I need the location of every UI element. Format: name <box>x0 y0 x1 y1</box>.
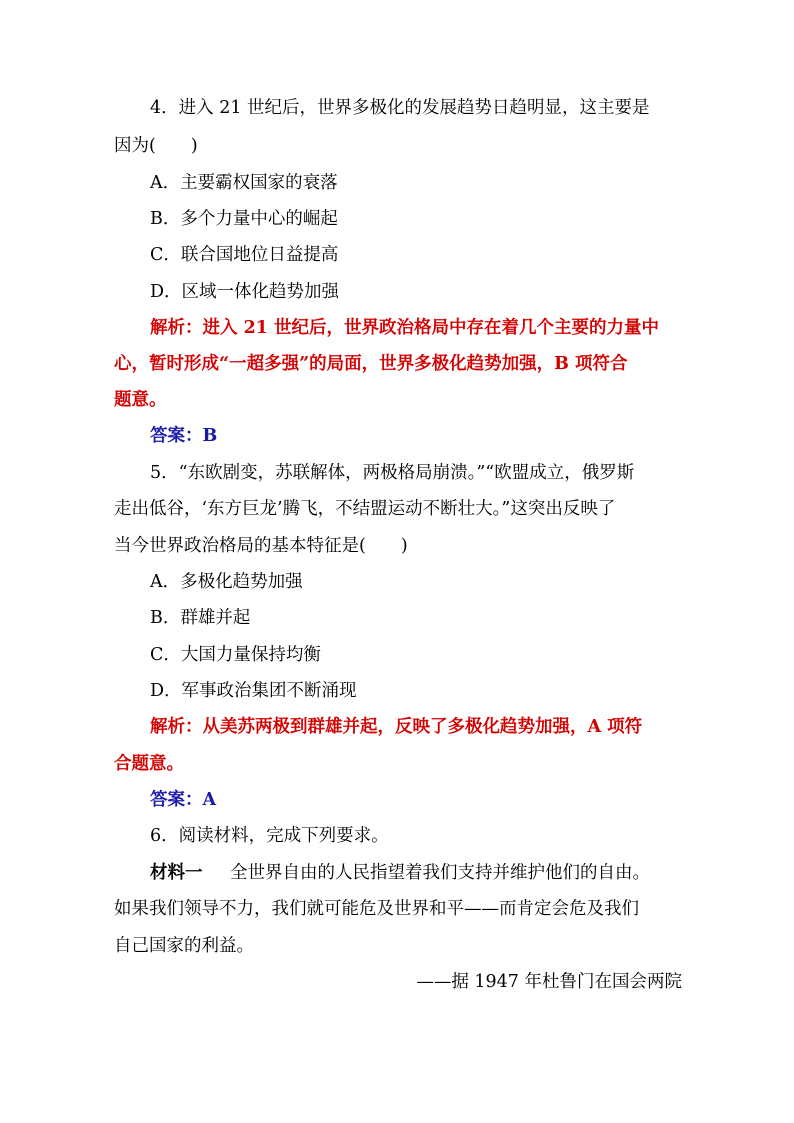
q4-option-d: D．区域一体化趋势加强 <box>150 282 340 302</box>
q4-stem-line1: 4．进入 21 世纪后，世界多极化的发展趋势日趋明显，这主要是 <box>150 98 650 118</box>
q6-stem: 6．阅读材料，完成下列要求。 <box>150 826 389 846</box>
q6-material-line2: 如果我们领导不力，我们就可能危及世界和平——而肯定会危及我们 <box>114 899 639 919</box>
q5-answer: 答案：A <box>150 790 217 810</box>
q4-analysis-line1: 解析：进入 21 世纪后，世界政治格局中存在着几个主要的力量中 <box>150 318 660 338</box>
q4-analysis-line2: 心，暂时形成“一超多强”的局面，世界多极化趋势加强，B 项符合 <box>114 354 628 374</box>
q5-stem-line2: 走出低谷，‘东方巨龙’腾飞，不结盟运动不断壮大。”这突出反映了 <box>114 499 616 519</box>
q4-answer: 答案：B <box>150 426 218 446</box>
q5-option-c: C．大国力量保持均衡 <box>150 645 321 665</box>
q4-option-a: A．主要霸权国家的衰落 <box>150 173 338 193</box>
q5-analysis-line1: 解析：从美苏两极到群雄并起，反映了多极化趋势加强，A 项符 <box>150 717 643 737</box>
q5-option-b: B．群雄并起 <box>150 608 251 628</box>
q5-stem-line3: 当今世界政治格局的基本特征是( ) <box>114 536 408 556</box>
q4-option-c: C．联合国地位日益提高 <box>150 245 339 265</box>
q5-stem-line1: 5．“东欧剧变，苏联解体，两极格局崩溃。”“欧盟成立，俄罗斯 <box>150 463 635 483</box>
q5-analysis-line2: 合题意。 <box>114 754 184 774</box>
q6-source: ——据 1947 年杜鲁门在国会两院 <box>416 972 682 992</box>
q4-analysis-line3: 题意。 <box>114 390 167 410</box>
q6-material-line1: 全世界自由的人民指望着我们支持并维护他们的自由。 <box>230 863 650 883</box>
q4-stem-line2: 因为( ) <box>114 136 198 156</box>
q5-option-d: D．军事政治集团不断涌现 <box>150 681 357 701</box>
q5-option-a: A．多极化趋势加强 <box>150 572 303 592</box>
q6-material-label: 材料一 <box>150 863 203 883</box>
q6-material-line3: 自己国家的利益。 <box>114 936 254 956</box>
q4-option-b: B．多个力量中心的崛起 <box>150 209 338 229</box>
